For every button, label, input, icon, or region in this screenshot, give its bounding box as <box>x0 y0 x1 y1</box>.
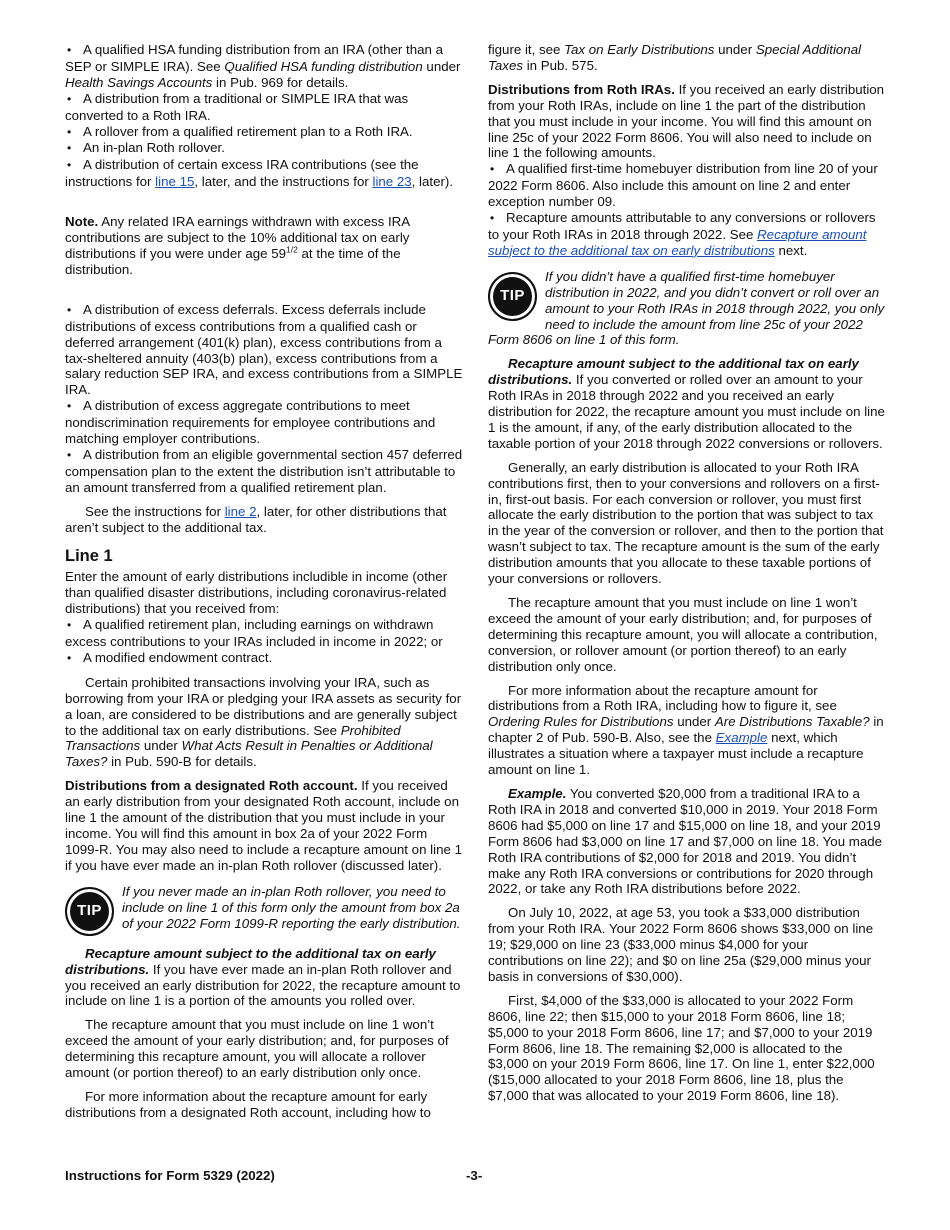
line-15-link[interactable]: line 15 <box>155 174 195 190</box>
tip-icon: TIP <box>488 272 537 321</box>
list-item: • A distribution from an eligible governmental section 457 deferred compensation plan to the extent the distribution isn’t attributable to an amount transferred from a qualified retirement plan. <box>65 447 463 496</box>
list-item: • A distribution of excess deferrals. Excess deferrals include distributions of excess contributions from a qualified cash or deferred arrangement (401(k) plan), excess contributions from a tax-sheltered annuity (403(b) plan), excess contributions from a salary reduction SEP IRA, and excess contributions from a SIMPLE IRA. <box>65 302 463 398</box>
designated-roth-paragraph: Distributions from a designated Roth account. If you received an early distribution from your designated Roth account, include on line 1 the amount of the distribution that you must include in your income. You will find this amount in box 2a of your 2022 Form 1099-R. You may also need to include a recapture amount on line 1 if you have ever made an in-plan Roth rollover (discussed later). <box>65 778 462 873</box>
tip-text: If you never made an in-plan Roth rollover, you need to include on line 1 of this form only the amount from box 2a of your 2022 Form 1099-R reporting the early distribution. <box>122 883 461 931</box>
recapture-limit-paragraph: The recapture amount that you must include on line 1 won’t exceed the amount of your early distribution; and, for purposes of determining this recapture amount, you will allocate a rollover amount (or portion thereof) to an early distribution only once. <box>65 1017 449 1081</box>
list-item: • A qualified retirement plan, including earnings on withdrawn excess contributions to your IRAs included in income in 2022; or <box>65 617 463 650</box>
tip-text: If you didn’t have a qualified first-time homebuyer distribution in 2022, and you didn’t convert or roll over an amount to your Roth IRAs in 2018 through 2022, you only need to include the amount from line 25c of your 2022 Form 8606 on line 1 of this form. <box>488 268 885 348</box>
list-item: • A qualified HSA funding distribution from an IRA (other than a SEP or SIMPLE IRA). See Qualified HSA funding distribution under Health Savings Accounts in Pub. 969 for details. <box>65 42 463 91</box>
recapture-link[interactable]: Recapture amount subject to the additional tax on early distributions <box>488 226 867 258</box>
continued-paragraph: figure it, see Tax on Early Distributions under Special Additional Taxes in Pub. 575. <box>488 42 862 73</box>
list-item: • A distribution of certain excess IRA contributions (see the instructions for line 15, later, and the instructions for line 23, later). <box>65 157 463 190</box>
footer-title: Instructions for Form 5329 (2022) <box>65 1168 275 1183</box>
distribution-paragraph: On July 10, 2022, at age 53, you took a $33,000 distribution from your Roth IRA. Your 2022 Form 8606 shows $33,000 on line 19; $29,000 on line 23 ($33,000 minus $4,000 for your contributions on line 22); and $0 on line 25a ($29,000 minus your basis in conversions of $30,000). <box>488 905 874 984</box>
list-item: • Recapture amounts attributable to any conversions or rollovers to your Roth IRAs in 2018 through 2022. See Recapture amount subject to the additional tax on early distributions next. <box>488 210 886 259</box>
line-23-link[interactable]: line 23 <box>372 174 412 190</box>
roth-ira-paragraph: Distributions from Roth IRAs. If you received an early distribution from your Roth IRAs, include on line 1 the part of the distribution that you must include in your income. You will find this amount on line 25c of your 2022 Form 8606. You will also need to include on line 1 the following amounts. <box>488 81 885 161</box>
note-paragraph: Note. Any related IRA earnings withdrawn with excess IRA contributions are subject to the 10% additional tax on early distributions if you were under age $59^{1/2}$ at the time of the distribution. <box>65 214 410 277</box>
list-item: • An in-plan Roth rollover. <box>65 140 463 157</box>
list-item: • A rollover from a qualified retirement plan to a Roth IRA. <box>65 124 463 141</box>
line-1-heading: Line 1 <box>65 547 113 566</box>
tip-box <box>488 269 886 349</box>
recapture-more-paragraph: For more information about the recapture amount for early distributions from a designated Roth account, including how to <box>65 1088 431 1120</box>
tip-box <box>65 884 463 938</box>
allocation-paragraph: Generally, an early distribution is allocated to your Roth IRA contributions first, then to your conversions and rollovers on a first-in, first-out basis. For each conversion or rollover, you must first allocate the early distribution to the portion that was subject to tax in the year of the conversion or rollover, and then to the portion that wasn’t subject to tax. The recapture amount is the sum of the early distribution amounts that you allocate to these taxable portions of your conversions or rollovers. <box>488 459 884 587</box>
left-column <box>65 42 463 1121</box>
line-2-link[interactable]: line 2 <box>224 503 257 519</box>
allocation-example-paragraph: First, $4,000 of the $33,000 is allocated to your 2022 Form 8606, line 22; then $15,000 to your 2018 Form 8606, line 18; $5,000 to your 2018 Form 8606, line 17; and $7,000 to your 2019 Form 8606, line 18. The remaining $2,000 is allocated to the $3,000 on your 2019 Form 8606, line 17. On line 1, enter $22,000 ($15,000 allocated to your 2018 Form 8606, line 18, plus the $7,000 that was allocated to your 2019 Form 8606, line 18). <box>488 992 875 1104</box>
tip-icon: TIP <box>65 887 114 936</box>
recapture-paragraph: Recapture amount subject to the additional tax on early distributions. If you have ever made an in-plan Roth rollover and you received an early distribution for 2022, the recapture amount to include on line 1 is a portion of the amounts you rolled over. <box>65 945 461 1009</box>
page-number: -3- <box>466 1168 483 1183</box>
list-item: • A distribution of excess aggregate contributions to meet nondiscrimination requirements for employee contributions and matching employer contributions. <box>65 398 463 447</box>
see-instructions-paragraph: See the instructions for line 2, later, for other distributions that aren’t subject to the additional tax. <box>65 503 447 535</box>
recapture-limit-paragraph: The recapture amount that you must include on line 1 won’t exceed the amount of your early distribution; and, for purposes of determining this recapture amount, you will allocate a contribution, conversion, or rollover amount (or portion thereof) to an early distribution only once. <box>488 595 878 674</box>
example-paragraph: Example. You converted $20,000 from a traditional IRA to a Roth IRA in 2018 and converted $10,000 in 2019. Your 2018 Form 8606 had $5,000 on line 17 and $15,000 on line 18, and your 2019 Form 8606 had $3,000 on line 17 and $7,000 on line 18. You made Roth IRA contributions of $2,000 for 2018 and 2019. You didn’t make any Roth IRA conversions or contributions for 2020 through 2022, or take any Roth IRA distributions before 2022. <box>488 785 883 897</box>
more-info-paragraph: For more information about the recapture amount for distributions from a Roth IRA, including how to figure it, see Ordering Rules for Distributions under Are Distributions Taxable? in chapter 2 of Pub. 590-B. Also, see the Example next, which illustrates a situation where a taxpayer must include a recapture amount on line 1. <box>488 682 884 778</box>
list-item: • A modified endowment contract. <box>65 650 463 667</box>
right-column <box>488 42 886 1104</box>
line-1-paragraph: Enter the amount of early distributions includible in income (other than qualified disaster distributions, including coronavirus-related distributions) that you received from: <box>65 569 448 617</box>
prohibited-transactions-paragraph: Certain prohibited transactions involving your IRA, such as borrowing from your IRA or pledging your IRA assets as security for a loan, are considered to be distributions and are generally subject to the additional tax on early distributions. See Prohibited Transactions under What Acts Result in Penalties or Additional Taxes? in Pub. 590-B for details. <box>65 674 462 770</box>
example-link[interactable]: Example <box>715 730 768 746</box>
recapture-paragraph: Recapture amount subject to the additional tax on early distributions. If you converted or rolled over an amount to your Roth IRAs in 2018 through 2022 and you received an early distribution for 2022, the recapture amount you must include on line 1 is the amount, if any, of the early distribution allocated to the taxable portion of your 2018 through 2022 conversions or rollovers. <box>488 356 885 451</box>
list-item: • A qualified first-time homebuyer distribution from line 20 of your 2022 Form 8606. Also include this amount on line 2 and enter exception number 09. <box>488 161 886 210</box>
list-item: • A distribution from a traditional or SIMPLE IRA that was converted to a Roth IRA. <box>65 91 463 124</box>
